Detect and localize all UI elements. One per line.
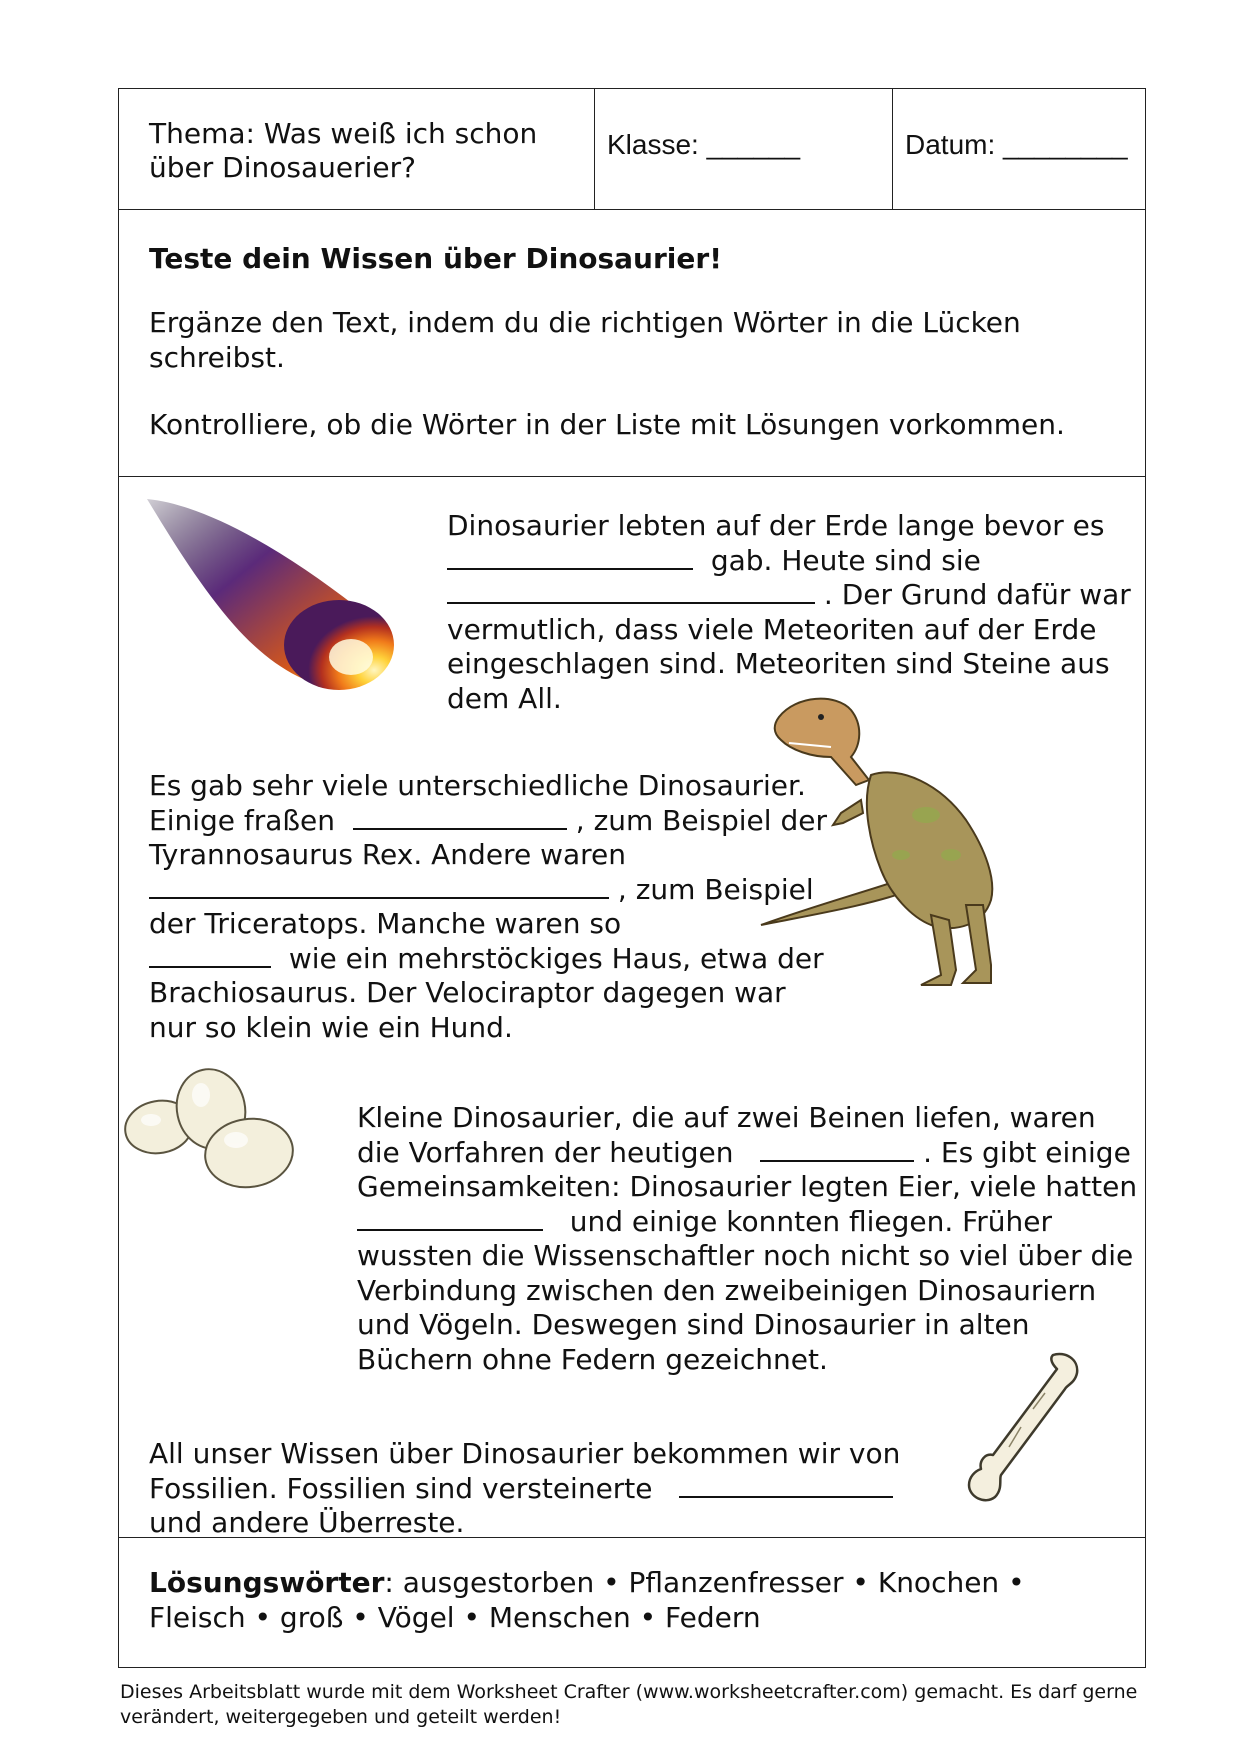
bone-illustration: [961, 1347, 1091, 1507]
solution-list: : ausgestorben • Pflanzenfresser • Knochen • Fleisch • groß • Vögel • Menschen • Federn: [149, 1566, 1025, 1634]
paragraph-diversity: [149, 769, 839, 1045]
p2-text-d: wie ein mehrstöckiges Haus, etwa der Brachiosaurus. Der Velociraptor dagegen war nur so klein wie ein Hund.: [149, 941, 824, 1044]
paragraph-birds: [357, 1101, 1147, 1377]
header-row: [119, 89, 1145, 210]
gap-bones[interactable]: [679, 1474, 893, 1498]
p1-text-b: gab. Heute sind sie: [710, 543, 981, 577]
topic-cell: [119, 89, 595, 209]
class-cell: [595, 89, 893, 209]
p4-text-b: und andere Überreste.: [149, 1506, 465, 1539]
date-cell: [893, 89, 1145, 209]
p1-text-a: Dinosaurier lebten auf der Erde lange bevor es: [447, 509, 1105, 542]
gap-meat[interactable]: [353, 806, 567, 830]
eggs-illustration: [121, 1065, 301, 1200]
p3-text-b: . Es gibt einige Gemeinsamkeiten: Dinosaurier legten Eier, viele hatten: [357, 1135, 1138, 1203]
gap-birds[interactable]: [760, 1138, 914, 1162]
p2-text-c: , zum Beispiel der Triceratops. Manche waren so: [149, 872, 814, 940]
worksheet: [118, 88, 1146, 1668]
date-field: Datum: ________: [905, 129, 1128, 160]
intro-title: Teste dein Wissen über Dinosaurier!: [149, 242, 722, 275]
p3-text-c: und einige konnten fliegen. Früher wussten die Wissenschaftler noch nicht so viel über die Verbindung zwischen den zweibeinigen Dinosauriern und Vögeln. Deswegen sind Dinosaurier in alten Büchern ohne Federn gezeichnet.: [357, 1204, 1134, 1376]
gap-feathers[interactable]: [357, 1207, 543, 1231]
p2-text-b: , zum Beispiel der Tyrannosaurus Rex. Andere waren: [149, 803, 827, 871]
gap-herbivores[interactable]: [149, 875, 609, 899]
intro-instruction-check: Kontrolliere, ob die Wörter in der Liste mit Lösungen vorkommen.: [149, 408, 1065, 441]
gap-extinct[interactable]: [447, 580, 815, 604]
p1-text-c: . Der Grund dafür war vermutlich, dass viele Meteoriten auf der Erde eingeschlagen sind. Meteoriten sind Steine aus dem All.: [447, 578, 1131, 715]
meteor-illustration: [139, 485, 399, 695]
paragraph-fossils: [149, 1437, 909, 1541]
p3-text-a: Kleine Dinosaurier, die auf zwei Beinen liefen, waren die Vorfahren der heutigen: [357, 1101, 1096, 1169]
solution-words: [119, 1537, 1145, 1635]
class-field: Klasse: ______: [607, 129, 801, 160]
p2-text-a: Es gab sehr viele unterschiedliche Dinosaurier. Einige fraßen: [149, 769, 806, 837]
footer-note: Dieses Arbeitsblatt wurde mit dem Worksheet Crafter (www.worksheetcrafter.com) gemacht. Es darf gerne verändert, weitergegeben und geteilt werden!: [120, 1681, 1138, 1728]
topic-text: Thema: Was weiß ich schon über Dinosauerier?: [149, 117, 538, 184]
gap-big[interactable]: [149, 944, 271, 968]
intro-section: [119, 209, 1145, 477]
intro-instruction-fill: Ergänze den Text, indem du die richtigen Wörter in die Lücken schreibst.: [149, 306, 1021, 374]
text-section: [119, 477, 1145, 1538]
solution-label: Lösungswörter: [149, 1566, 385, 1599]
gap-humans[interactable]: [447, 546, 693, 570]
p4-text-a: All unser Wissen über Dinosaurier bekommen wir von Fossilien. Fossilien sind versteinerte: [149, 1437, 901, 1505]
